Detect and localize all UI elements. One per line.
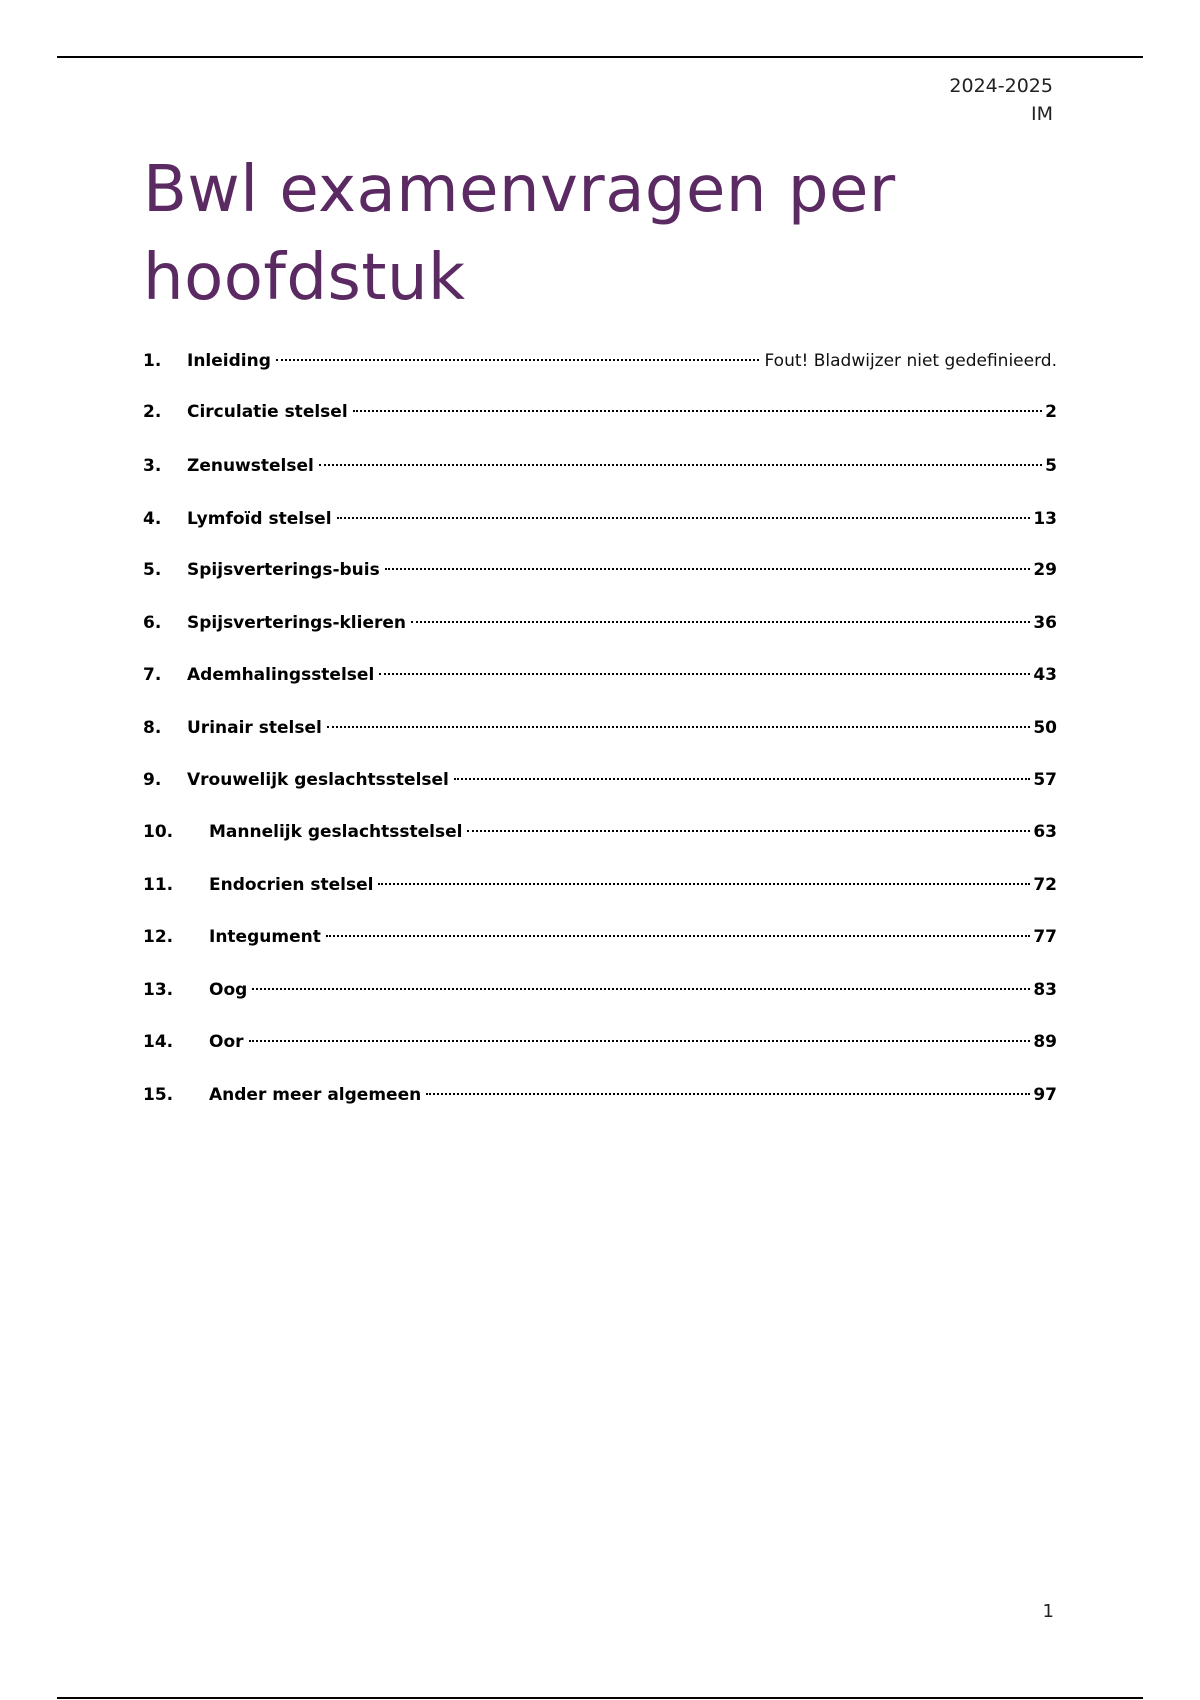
toc-dot-leader: [327, 709, 1031, 733]
toc-entry-number: 11.: [143, 875, 174, 895]
toc-entry-label: Zenuwstelsel: [187, 456, 314, 476]
toc-entry-label: Mannelijk geslachtsstelsel: [209, 822, 463, 842]
toc-entry-page: 43: [1033, 665, 1057, 685]
toc-entry-page: 97: [1033, 1085, 1057, 1105]
toc-entry-page: 57: [1033, 770, 1057, 790]
toc-entry-number: 4.: [143, 509, 162, 529]
toc-entry-page: 63: [1033, 822, 1057, 842]
toc-dot-leader: [337, 500, 1031, 524]
toc-entry-error: Fout! Bladwijzer niet gedefinieerd.: [764, 351, 1057, 371]
toc-entry[interactable]: [143, 813, 1057, 842]
toc-entry-label: Spijsverterings-buis: [187, 560, 380, 580]
toc-entry-page: 36: [1033, 613, 1057, 633]
toc-entry[interactable]: [143, 971, 1057, 1000]
toc-entry-number: 9.: [143, 770, 162, 790]
toc-entry[interactable]: [143, 709, 1057, 738]
toc-dot-leader: [249, 1023, 1031, 1047]
toc-entry-number: 2.: [143, 402, 162, 422]
toc-entry[interactable]: [143, 761, 1057, 790]
toc-entry-number: 7.: [143, 665, 162, 685]
toc-entry-page: 5: [1045, 456, 1057, 476]
toc-entry[interactable]: [143, 918, 1057, 947]
toc-entry-number: 12.: [143, 927, 174, 947]
toc-entry-label: Circulatie stelsel: [187, 402, 348, 422]
toc-entry-page: 29: [1033, 560, 1057, 580]
toc-entry-label: Urinair stelsel: [187, 718, 322, 738]
toc-entry-number: 15.: [143, 1085, 174, 1105]
toc-entry-page: 72: [1033, 875, 1057, 895]
toc-dot-leader: [326, 918, 1031, 942]
toc-dot-leader: [378, 866, 1030, 890]
toc-dot-leader: [385, 551, 1031, 575]
toc-entry-label: Oog: [209, 980, 248, 1000]
header-rule: [57, 56, 1143, 58]
document-title: Bwl examenvragen per hoofdstuk: [143, 153, 896, 315]
toc-entry-label: Ademhalingsstelsel: [187, 665, 375, 685]
toc-entry[interactable]: [143, 604, 1057, 633]
toc-dot-leader: [319, 447, 1042, 471]
toc-entry-label: Inleiding: [187, 351, 271, 371]
toc-entry-page: 89: [1033, 1032, 1057, 1052]
toc-dot-leader: [467, 813, 1030, 837]
toc-entry-number: 8.: [143, 718, 162, 738]
academic-year: 2024-2025: [949, 75, 1053, 97]
toc-entry-number: 5.: [143, 560, 162, 580]
toc-entry-label: Integument: [209, 927, 321, 947]
toc-entry-number: 14.: [143, 1032, 174, 1052]
toc-entry-page: 13: [1033, 509, 1057, 529]
toc-dot-leader: [454, 761, 1030, 785]
footer-rule: [57, 1697, 1143, 1699]
toc-dot-leader: [252, 971, 1030, 995]
toc-entry[interactable]: [143, 656, 1057, 685]
toc-entry-page: 50: [1033, 718, 1057, 738]
toc-entry[interactable]: [143, 393, 1057, 422]
toc-entry-label: Spijsverterings-klieren: [187, 613, 406, 633]
toc-entry-number: 3.: [143, 456, 162, 476]
toc-entry[interactable]: [143, 342, 1057, 371]
toc-entry-number: 10.: [143, 822, 174, 842]
toc-dot-leader: [411, 604, 1030, 628]
toc-entry-label: Oor: [209, 1032, 244, 1052]
toc-entry[interactable]: [143, 447, 1057, 476]
toc-entry-page: 77: [1033, 927, 1057, 947]
toc-entry-label: Lymfoïd stelsel: [187, 509, 332, 529]
toc-entry-label: Endocrien stelsel: [209, 875, 374, 895]
author-initials: IM: [1031, 103, 1053, 125]
toc-dot-leader: [353, 393, 1043, 417]
toc-dot-leader: [379, 656, 1030, 680]
toc-dot-leader: [426, 1076, 1030, 1100]
page-number: 1: [1042, 1601, 1054, 1622]
toc-entry-page: 83: [1033, 980, 1057, 1000]
toc-entry[interactable]: [143, 866, 1057, 895]
document-meta: [949, 72, 1053, 128]
toc-entry-number: 6.: [143, 613, 162, 633]
toc-entry[interactable]: [143, 500, 1057, 529]
toc-entry-number: 13.: [143, 980, 174, 1000]
toc-entry-number: 1.: [143, 351, 162, 371]
toc-entry[interactable]: [143, 551, 1057, 580]
toc-entry-page: 2: [1045, 402, 1057, 422]
toc-entry[interactable]: [143, 1076, 1057, 1105]
toc-entry[interactable]: [143, 1023, 1057, 1052]
toc-entry-label: Ander meer algemeen: [209, 1085, 422, 1105]
toc-dot-leader: [276, 342, 759, 366]
toc-entry-label: Vrouwelijk geslachtsstelsel: [187, 770, 449, 790]
